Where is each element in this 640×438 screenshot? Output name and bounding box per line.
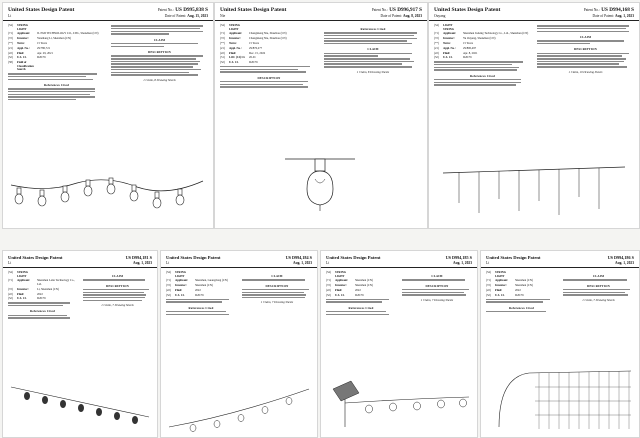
patent-number: US D994,168 S	[601, 7, 634, 13]
patent-header	[3, 3, 213, 21]
patent-number-label: Patent No.:	[371, 8, 388, 12]
field-row: (21) Appl. No.: 29/876,277	[220, 45, 263, 50]
patent-number: US D994,184 S	[285, 255, 312, 260]
patent-assignee-short: Li	[166, 261, 170, 265]
references-heading: References Cited	[348, 305, 374, 310]
field-row: (58) Field of Classification Search	[8, 60, 34, 72]
description-heading: DESCRIPTION	[586, 283, 611, 288]
field-row: (54) STRING LIGHT	[220, 23, 241, 31]
patent-sheet-5	[160, 250, 318, 438]
drawing-sheets-caption: 1 Claim, 8 Drawing Sheets	[356, 69, 390, 74]
claim-heading: CLAIM	[153, 37, 166, 42]
patent-number: US D995,838 S	[175, 7, 208, 13]
patent-title: United States Design Patent	[166, 255, 221, 260]
solar-string-light-drawing	[325, 369, 473, 433]
patent-date: Aug. 1, 2023	[453, 261, 472, 265]
patent-date: Aug. 8, 2023	[403, 14, 422, 18]
patent-header	[481, 251, 639, 268]
drawing-sheets-caption: 1 Claim, 7 Drawing Sheets	[420, 297, 454, 302]
patent-number: US D996,917 S	[389, 7, 422, 13]
field-row: (71) Applicant: Shenzhen Iceking Technology Co., Ltd., Shenzhen (CN)	[434, 31, 529, 36]
patent-date: Aug. 1, 2023	[615, 261, 634, 265]
patent-number-label: Patent No.:	[157, 8, 174, 12]
patent-date-label: Date of Patent:	[164, 14, 187, 18]
references-heading: References Cited	[360, 27, 386, 31]
field-row: (71) Applicant: JL EMI TECHNOLOGY CO., LTD., Shenzhen (CN)	[8, 31, 99, 36]
field-row: (22) Filed: Apr. 29, 2021	[8, 50, 53, 55]
patent-header	[321, 251, 477, 268]
field-row: (54) STRING LIGHT	[486, 270, 507, 278]
field-row: (**) Term: 15 Years	[8, 40, 47, 45]
field-row: (52) U.S. Cl. D26/76	[166, 292, 204, 297]
field-row: (22) Filed: Apr. 8, 2021	[434, 50, 478, 55]
description-heading: DESCRIPTION	[573, 47, 598, 52]
curtain-light-drawing	[489, 367, 635, 433]
patent-sheet-7	[480, 250, 640, 438]
drawing-sheets-caption: 1 Claim, 7 Drawing Sheets	[101, 303, 134, 308]
field-row: (72) Inventor: Li, Shenzhen (CN)	[8, 286, 59, 291]
field-row: (22) Filed: 2022	[486, 287, 521, 292]
description-heading: DESCRIPTION	[425, 283, 449, 288]
field-row: (72) Inventor: Shenzhen (CN)	[166, 283, 213, 288]
patent-date: Aug. 1, 2023	[293, 261, 312, 265]
patent-date: Aug. 1, 2023	[615, 14, 634, 18]
patent-assignee-short: Li	[486, 261, 490, 265]
claim-heading: CLAIM	[271, 274, 283, 278]
drawing-sheets-caption: 1 Claim, 10 Drawing Sheets	[568, 69, 603, 74]
claim-heading: CLAIM	[111, 274, 124, 278]
field-row: (54) LIGHT STRING	[434, 23, 455, 31]
patent-sheet-6	[320, 250, 478, 438]
field-row: (54) STRING LIGHT	[8, 23, 29, 31]
patent-number: US D994,186 S	[607, 255, 634, 260]
patent-title: United States Design Patent	[220, 7, 287, 13]
string-light-drawing	[7, 379, 153, 433]
patent-title: United States Design Patent	[8, 255, 63, 260]
drawing-sheets-caption: 1 Claim, 8 Drawing Sheets	[143, 77, 176, 82]
references-heading: References Cited	[44, 82, 69, 87]
patent-sheet-3	[428, 2, 640, 229]
drawing-sheets-caption: 1 Claim, 7 Drawing Sheets	[582, 297, 615, 302]
references-heading: References Cited	[188, 305, 214, 310]
field-row: (71) Applicant: Shenzhen (CN)	[486, 278, 533, 283]
field-row: (21) Appl. No.: 29/800,497	[434, 45, 477, 50]
patent-assignee-short: Li	[8, 14, 12, 18]
patent-title: United States Design Patent	[486, 255, 541, 260]
patent-header	[429, 3, 639, 21]
field-row: (22) Filed: 2022	[326, 287, 361, 292]
description-heading: DESCRIPTION	[105, 283, 130, 288]
description-heading: DESCRIPTION	[265, 283, 289, 288]
field-row: (72) Inventor: Shenzhen (CN)	[326, 283, 373, 288]
field-row: (72) Inventor: Yu Ouyang, Shenzhen (CN)	[434, 36, 496, 41]
drawing-sheets-caption: 1 Claim, 7 Drawing Sheets	[260, 300, 294, 305]
references-heading: References Cited	[30, 309, 55, 314]
patent-header	[161, 251, 317, 268]
field-row: (52) U.S. Cl. D26/76	[8, 55, 46, 60]
patent-title: United States Design Patent	[8, 7, 75, 13]
patent-date: Aug. 15, 2023	[187, 14, 208, 18]
description-heading: DESCRIPTION	[257, 75, 281, 80]
field-row: (22) Filed: 2022	[166, 287, 201, 292]
field-row: (22) Filed: Dec. 15, 2022	[220, 50, 266, 55]
string-light-drawing	[7, 171, 207, 225]
field-row: (72) Inventor: Shenzhen (CN)	[486, 283, 533, 288]
patent-number: US D994,181 S	[125, 255, 152, 260]
field-row: (**) Term: 15 Years	[434, 40, 473, 45]
claim-heading: CLAIM	[431, 274, 443, 278]
patent-sheet-1	[2, 2, 214, 229]
claim-heading: CLAIM	[579, 35, 592, 40]
field-row: (22) Filed: 2022	[8, 291, 43, 296]
patent-number: US D994,185 S	[445, 255, 472, 260]
field-row: (72) Inventor: Yanzhang Li, Shenzhen (CN)	[8, 36, 72, 41]
field-row: (52) U.S. Cl. D26/76	[8, 296, 46, 301]
patent-date: Aug. 1, 2023	[133, 261, 152, 265]
field-row: (**) Term: 15 Years	[220, 40, 259, 45]
field-row: (21) Appl. No.: 29/780,721	[8, 45, 51, 50]
field-row: (72) Inventor: Changsheng Nie, Zhuzhou (CN)	[220, 36, 287, 41]
patent-assignee-short: Nie	[220, 14, 226, 18]
references-heading: References Cited	[509, 305, 534, 310]
claim-heading: CLAIM	[592, 274, 605, 278]
field-row: (71) Applicant: Shenzhen Laite Technology Co., Ltd.	[8, 278, 75, 286]
patent-assignee-short: Ouyang	[434, 14, 446, 18]
description-heading: DESCRIPTION	[147, 50, 172, 55]
field-row: (54) STRING LIGHT	[326, 270, 347, 278]
patent-header	[3, 251, 157, 268]
patent-title: United States Design Patent	[326, 255, 381, 260]
patent-assignee-short: Li	[8, 261, 12, 265]
patent-header	[215, 3, 427, 21]
string-light-drawing	[165, 375, 313, 433]
field-row: (71) Applicant: Shenzhen (CN)	[326, 278, 373, 283]
claim-heading: CLAIM	[367, 47, 379, 52]
bulb-drawing	[285, 153, 355, 225]
patent-date-label: Date of Patent:	[380, 14, 403, 18]
field-row: (51) LOC (14) Cl. 26-01	[220, 55, 256, 60]
field-row: (52) U.S. Cl. D26/76	[326, 292, 364, 297]
field-row: (52) U.S. Cl. D26/76	[486, 292, 524, 297]
patent-title: United States Design Patent	[434, 7, 501, 13]
patent-assignee-short: Li	[326, 261, 330, 265]
patent-sheet-4	[2, 250, 158, 438]
field-row: (52) U.S. Cl. D26/76	[434, 55, 472, 60]
patent-number-label: Patent No.:	[583, 8, 600, 12]
icicle-light-drawing	[439, 163, 629, 225]
references-heading: References Cited	[470, 73, 495, 78]
field-row: (71) Applicant: Shenzhen, Guangdong (CN)	[166, 278, 228, 283]
patent-sheet-2	[214, 2, 428, 229]
field-row: (54) STRING LIGHT	[166, 270, 187, 278]
field-row: (71) Applicant: Changsheng Nie, Zhuzhou (CN)	[220, 31, 287, 36]
patent-date-label: Date of Patent:	[592, 14, 615, 18]
field-row: (54) STRING LIGHT	[8, 270, 29, 278]
field-row: (52) U.S. Cl. D26/76	[220, 60, 258, 65]
